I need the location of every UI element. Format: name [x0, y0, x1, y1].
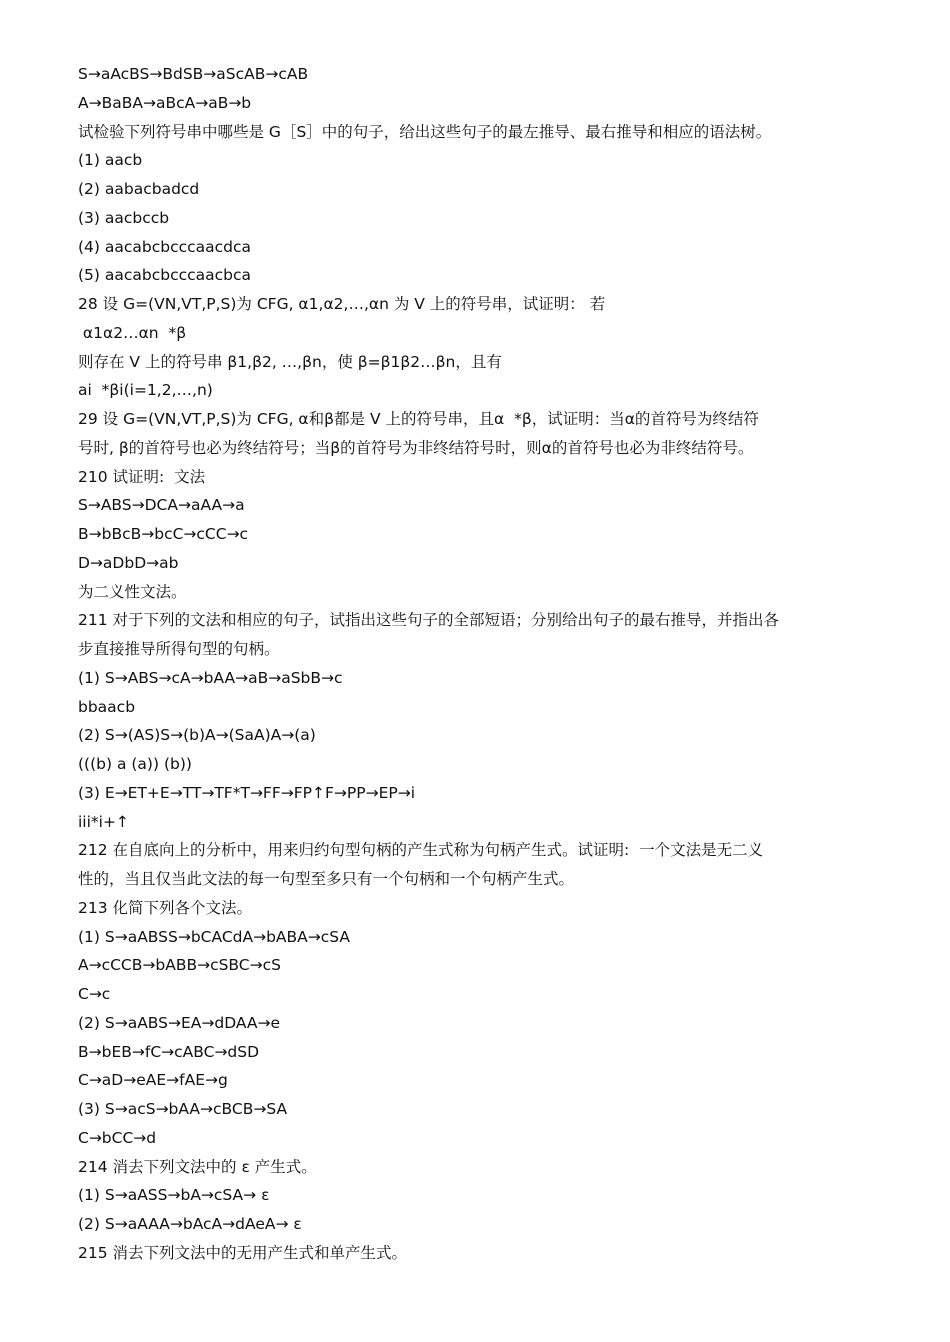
text-line: ai *βi(i=1,2,…,n) [78, 381, 213, 400]
text-line: (1) S→aABSS→bCACdA→bABA→cSA [78, 927, 350, 946]
text-line: (5) aacabcbcccaacbca [78, 266, 252, 285]
text-line: 试检验下列符号串中哪些是 G［S］中的句子，给出这些句子的最左推导、最右推导和相应的语法树。 [78, 122, 772, 141]
text-line: bbaacb [78, 697, 136, 716]
text-line: 28 设 G=(VN,VT,P,S)为 CFG, α1,α2,…,αn 为 V 上的符号串，试证明： 若 [78, 295, 606, 313]
text-line: (1) aacb [78, 151, 143, 170]
text-line: 214 消去下列文法中的 ε 产生式。 [78, 1157, 317, 1176]
text-line: C→c [78, 985, 111, 1003]
text-line: C→bCC→d [78, 1128, 157, 1147]
text-line: 号时, β的首符号也必为终结符号；当β的首符号为非终结符号时，则α的首符号也必为非终结符号。 [78, 438, 754, 457]
text-line: 210 试证明: 文法 [78, 467, 206, 486]
document-page [78, 60, 908, 1268]
text-line: 步直接推导所得句型的句柄。 [78, 640, 280, 658]
text-line: iii*i+↑ [78, 812, 129, 831]
text-line: 性的，当且仅当此文法的每一句型至多只有一个句柄和一个句柄产生式。 [78, 870, 575, 888]
text-line: S→ABS→DCA→aAA→a [78, 496, 245, 515]
text-line: (4) aacabcbcccaacdca [78, 237, 252, 256]
text-line: 29 设 G=(VN,VT,P,S)为 CFG, α和β都是 V 上的符号串，且α *β，试证明：当α的首符号为终结符 [78, 410, 759, 428]
text-line: (1) S→aASS→bA→cSA→ ε [78, 1186, 270, 1205]
text-line: (2) S→aAAA→bAcA→dAeA→ ε [78, 1215, 302, 1233]
text-line: A→BaBA→aBcA→aB→b [78, 93, 252, 112]
text-line: D→aDbD→ab [78, 553, 179, 572]
text-line: 则存在 V 上的符号串 β1,β2, …,βn，使 β=β1β2…βn，且有 [78, 352, 502, 371]
text-line: 215 消去下列文法中的无用产生式和单产生式。 [78, 1243, 408, 1262]
text-line: S→aAcBS→BdSB→aScAB→cAB [78, 65, 309, 83]
text-line: α1α2…αn *β [78, 323, 187, 342]
text-line: 213 化简下列各个文法。 [78, 898, 253, 917]
text-line: 为二义性文法。 [78, 582, 187, 601]
text-line: (3) S→acS→bAA→cBCB→SA [78, 1100, 288, 1118]
text-line: 211 对于下列的文法和相应的句子，试指出这些句子的全部短语；分别给出句子的最右推导，并指出各 [78, 611, 780, 630]
text-line: A→cCCB→bABB→cSBC→cS [78, 956, 281, 975]
text-line: (2) aabacbadcd [78, 180, 200, 198]
text-line: B→bBcB→bcC→cCC→c [78, 525, 249, 543]
text-line: 212 在自底向上的分析中，用来归约句型句柄的产生式称为句柄产生式。试证明: 一个文法是无二义 [78, 841, 764, 860]
text-line: C→aD→eAE→fAE→g [78, 1071, 228, 1090]
text-line: (3) E→ET+E→TT→TF*T→FF→FP↑F→PP→EP→i [78, 783, 416, 802]
text-line: (1) S→ABS→cA→bAA→aB→aSbB→c [78, 668, 343, 687]
text-line: (2) S→(AS)S→(b)A→(SaA)A→(a) [78, 726, 316, 745]
text-line: B→bEB→fC→cABC→dSD [78, 1042, 260, 1061]
text-line: (2) S→aABS→EA→dDAA→e [78, 1013, 281, 1032]
text-line: (((b) a (a)) (b)) [78, 755, 192, 773]
text-line: (3) aacbccb [78, 208, 170, 227]
